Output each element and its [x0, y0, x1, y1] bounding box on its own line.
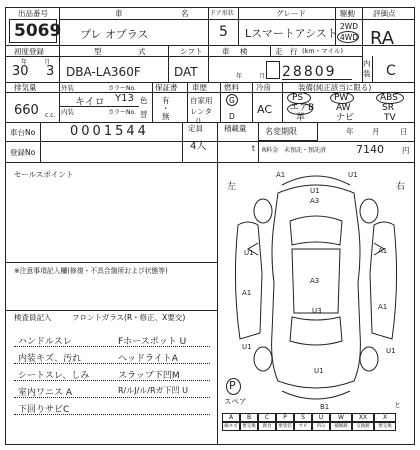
month-unit: 月	[44, 59, 51, 66]
row1-divider-4	[335, 7, 336, 45]
car-front-bumper	[282, 176, 350, 185]
model-code: DBA-LA360F	[66, 65, 141, 79]
inspector-top-line	[5, 310, 217, 311]
capacity: 4人	[190, 141, 207, 152]
mark-front-a1: A1	[276, 171, 286, 179]
interior-divider	[372, 56, 373, 82]
title-month: 月	[372, 127, 380, 136]
equip-sr: SR	[382, 103, 394, 113]
warranty-yes: 有	[162, 96, 170, 105]
inspector-item-7: ヘッドライトA	[118, 354, 178, 364]
inspector-line-1	[14, 346, 210, 347]
equipment-label: 装備(純正該当に限る)	[298, 83, 372, 92]
yen: 円	[402, 146, 410, 155]
legend-meaning-x: 要交換	[374, 422, 396, 431]
row4-divider-1	[40, 122, 41, 162]
inspector-line-5	[14, 414, 210, 415]
inspector-label: 検査員記入	[14, 313, 52, 322]
inspector-item-5: 下回りサビC	[18, 405, 70, 415]
mark-rear-u1: U1	[314, 367, 324, 375]
mileage-underline	[282, 79, 352, 80]
inspector-line-4	[14, 397, 210, 398]
mark-left-u1: U1	[244, 249, 254, 257]
interior-label: 内	[363, 59, 371, 68]
diagram-right-label: 右	[396, 182, 406, 192]
legend-code-xx: XX	[352, 413, 374, 422]
row3-divider-5	[252, 82, 253, 122]
listing-no-label: 出品番号	[18, 9, 48, 18]
fuel-label: 燃料	[224, 83, 239, 92]
row1-divider-3	[238, 7, 239, 45]
capacity-label: 定員	[188, 124, 203, 133]
row3-divider-2	[152, 82, 153, 122]
legend-meaning-a: 線キズ	[222, 422, 240, 431]
interior-color-label: 内装	[61, 108, 74, 116]
legend-code-w: W	[330, 413, 352, 422]
inspector-line-3	[14, 380, 210, 381]
first-reg-label: 初度登録	[14, 47, 44, 56]
legend-code-p: P	[276, 413, 294, 422]
car-body-outline	[272, 185, 361, 388]
color-label: 色	[140, 96, 148, 105]
inspector-line-2	[14, 363, 210, 364]
score-label: 評価点	[373, 9, 396, 18]
inspector-item-2: 内装キズ、汚れ	[18, 354, 82, 364]
title-day: 日	[400, 127, 408, 136]
insp-year-unit: 年	[236, 73, 243, 80]
inspector-item-9: R/ルJ/ル/Rガ下凹 U	[118, 386, 188, 395]
equip-aw: AW	[336, 103, 351, 113]
legend-meaning-b: 要交換	[240, 422, 258, 431]
mileage-label-2: 行	[290, 47, 298, 56]
legend-meaning-xx: 交換跡	[352, 422, 374, 431]
year-unit: 年	[21, 59, 28, 66]
row3-divider-3	[187, 82, 188, 122]
row4-divider-2	[182, 122, 183, 162]
usage-private: 自家用	[190, 96, 213, 105]
mark-right-a1-2: A1	[378, 303, 388, 311]
car-name: プレ オプラス	[80, 28, 149, 41]
mileage: 28809	[282, 64, 337, 80]
exterior-color: キイロ	[75, 97, 105, 108]
legend-code-c: C	[258, 413, 276, 422]
drive-4wd: 4WD	[340, 33, 358, 42]
interior-label-2: 装	[363, 69, 371, 78]
doors: 5	[219, 24, 228, 40]
legend-code-u: U	[312, 413, 330, 422]
car-diagram	[218, 163, 415, 415]
row1-divider-1	[59, 7, 60, 45]
mark-right-a1: A1	[378, 247, 388, 255]
score: RA	[370, 28, 395, 49]
reg-label: 登録No	[10, 148, 36, 157]
equip-circle-airbag	[287, 103, 313, 115]
type-label: 式	[138, 47, 146, 56]
usage-rental: レンタ	[190, 107, 213, 116]
mark-roof-a3: A3	[310, 197, 320, 205]
displacement-label: 排気量	[14, 83, 37, 92]
mark-rr-u1: U1	[386, 347, 396, 355]
rfee-label: R料金	[262, 147, 279, 154]
rfee: 7140	[356, 143, 384, 156]
glass-label: フロントガラス(R・修正、X要交)	[72, 313, 186, 322]
car-right-side	[370, 222, 397, 339]
row3-divider-1	[59, 82, 60, 122]
mark-left-a1: A1	[242, 289, 252, 297]
doors-label: ドア形状	[210, 10, 234, 17]
wheel-fl	[254, 199, 272, 223]
shift-label: シフト	[180, 47, 203, 56]
drive-2wd: 2WD	[340, 22, 358, 31]
spare-label: スペア	[224, 397, 247, 406]
color-no-label-2: カラーNo.	[108, 109, 136, 116]
exterior-label: 外装	[61, 84, 74, 92]
inspector-item-8: スラップ下凹M	[118, 371, 180, 381]
diagram-left-label: 左	[227, 182, 237, 192]
sales-points-label: セールスポイント	[14, 170, 74, 179]
grade: Lスマートアシスト	[245, 27, 338, 40]
warranty-label: 保証書	[155, 83, 178, 92]
wheel-rr	[360, 347, 378, 371]
color-code: Y13	[115, 93, 134, 104]
wheel-rl	[254, 347, 272, 371]
warranty-no: 無	[162, 112, 170, 121]
equip-ps: PS	[292, 93, 304, 103]
inspector-item-1: ハンドルスレ	[18, 337, 72, 347]
equip-navi: ナビ	[336, 113, 355, 123]
legend-code-a: A	[222, 413, 240, 422]
unpaid-label: 未預託・預託済	[284, 147, 327, 154]
ac: AC	[257, 103, 273, 116]
usage-label: 車歴	[192, 83, 207, 92]
row4-mid-line	[5, 141, 415, 142]
color-no-label: カラーNo.	[108, 85, 136, 92]
warranty-dot: ・	[162, 104, 170, 113]
load-unit: t	[252, 144, 255, 153]
car-front-glass	[290, 216, 342, 245]
fuel-g: G	[229, 96, 235, 105]
inspector-item-6: Fホースポット U	[118, 337, 187, 347]
inspection-box	[266, 61, 280, 79]
car-label: 車	[115, 9, 123, 18]
mark-corner: ヒ	[394, 401, 401, 409]
row2-divider-3	[208, 45, 209, 82]
row4-divider-3	[217, 122, 218, 162]
first-reg-year: 30	[12, 64, 29, 79]
equip-airbag: エアB	[290, 103, 315, 113]
car-outline	[235, 176, 396, 399]
title-change-label: 名変期限	[265, 127, 297, 136]
title-year: 年	[346, 127, 354, 136]
first-reg-month: 3	[46, 64, 55, 79]
row3-divider-4	[220, 82, 221, 122]
legend-meaning-w: 補修跡	[330, 422, 352, 431]
mark-front-u1: U1	[310, 187, 320, 195]
car-rear-glass	[290, 317, 342, 345]
chassis-label: 車台No	[10, 128, 36, 137]
wheel-fr	[360, 199, 378, 223]
fuel-d: D	[229, 112, 235, 121]
mileage-label: 走	[275, 47, 283, 56]
legend-meaning-u: 凹み	[312, 422, 330, 431]
legend-code-b: B	[240, 413, 258, 422]
inspector-item-3: シートスレ、しみ	[18, 371, 90, 381]
replace-label: 替	[140, 110, 148, 119]
legend-meaning-p: 要塗装	[276, 422, 294, 431]
grade-label: グレード	[276, 9, 306, 18]
legend-code-x: X	[374, 413, 396, 422]
model-label: 型	[94, 47, 102, 56]
insp-month-unit: 月	[259, 73, 266, 80]
mark-rear-u3: U3	[312, 307, 322, 315]
shift: DAT	[174, 65, 198, 79]
equip-pw: PW	[334, 93, 349, 103]
row2-divider-2	[168, 45, 169, 82]
chassis-no: 0001544	[70, 124, 149, 139]
load-label: 積載量	[224, 124, 247, 133]
notes-label: ※注意事項記入欄(修復・不具合箇所および状態等)	[14, 267, 168, 275]
color-split-line	[59, 106, 139, 107]
name-label: 名	[181, 9, 189, 18]
displacement-unit: c.c.	[45, 112, 56, 119]
row1-bottom-line	[5, 45, 415, 46]
notes-top-line	[5, 262, 217, 263]
car-rear-bumper	[282, 391, 350, 399]
row2-divider-4	[270, 45, 271, 56]
car-left-side	[235, 222, 262, 339]
ac-label: 冷房	[256, 83, 271, 92]
legend-code-s: S	[294, 413, 312, 422]
drive-4wd-circle	[337, 31, 359, 43]
row1-divider-2	[208, 7, 209, 45]
drive-label: 駆動	[340, 9, 355, 18]
equip-abs: ABS	[380, 93, 398, 103]
row3-divider-6	[282, 82, 283, 122]
equip-leather: 革	[296, 113, 306, 123]
spare-symbol: P	[229, 379, 236, 392]
mileage-unit: (km・マイル)	[302, 47, 344, 55]
inspection-label: 車	[222, 47, 230, 56]
inspection-label-2: 検	[240, 47, 248, 56]
interior-score: C	[386, 63, 396, 79]
inspector-item-4: 室内ワニス A	[18, 388, 73, 398]
equip-circle-abs	[376, 92, 404, 104]
mark-rear-b1: B1	[320, 403, 330, 411]
legend-meaning-c: 腐食	[258, 422, 276, 431]
usage-other: ()	[196, 118, 201, 125]
mark-front-u1-2: U1	[348, 171, 358, 179]
displacement: 660	[14, 103, 39, 118]
listing-no: 5069	[14, 21, 62, 41]
mark-roof-a3-2: A3	[310, 277, 320, 285]
legend-meaning-s: サビ	[294, 422, 312, 431]
equip-circle-pw	[330, 92, 354, 104]
row2-divider-1	[59, 45, 60, 82]
mark-rl-u1: U1	[242, 343, 252, 351]
equip-tv: TV	[384, 113, 396, 123]
